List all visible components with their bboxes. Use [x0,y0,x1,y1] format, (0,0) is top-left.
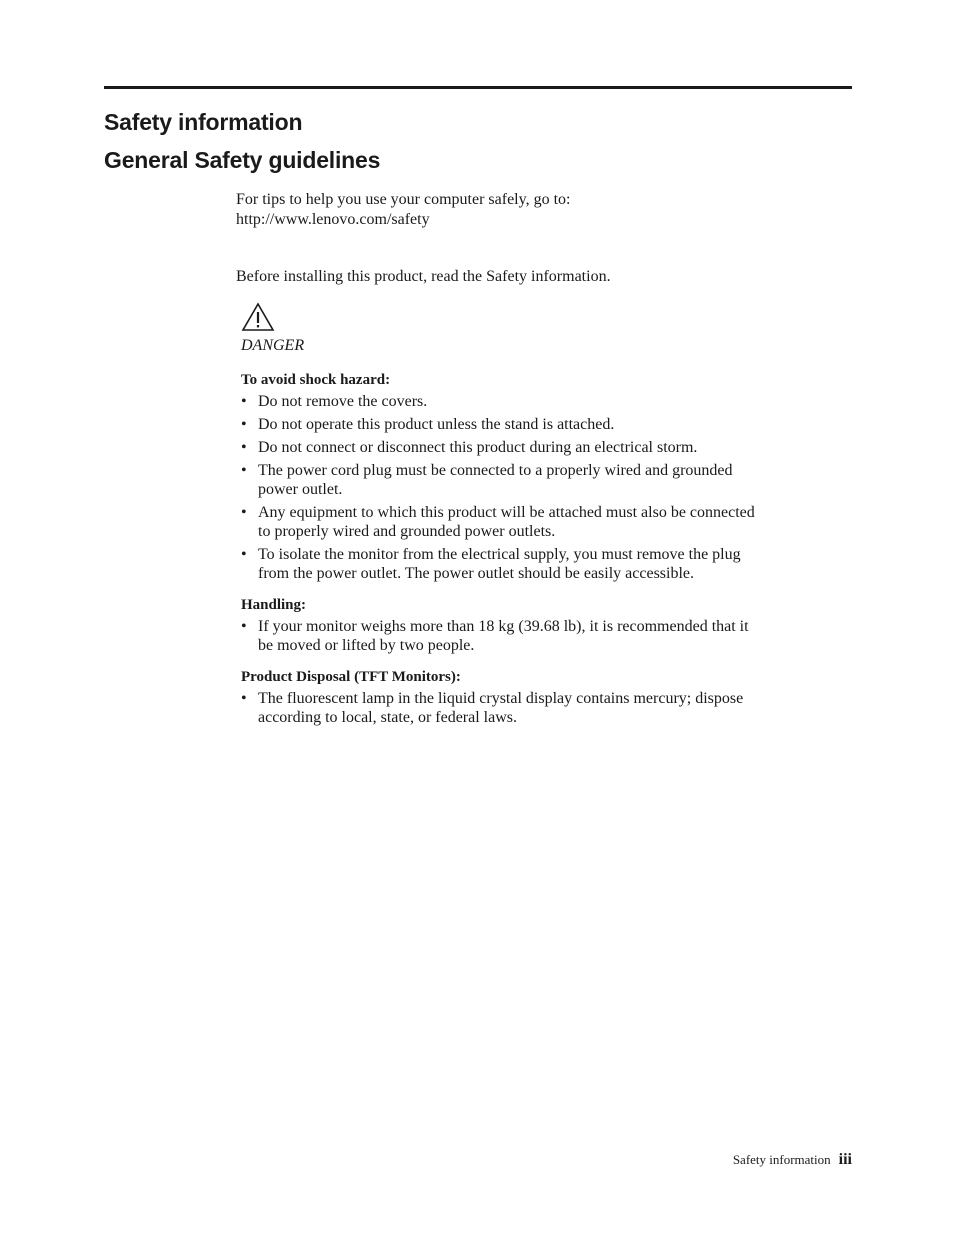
bullet-icon: • [241,416,247,433]
page-number: iii [838,1151,852,1168]
list-item: • Any equipment to which this product will be attached must also be connected to properly wired and grounded power outlets. [241,504,755,540]
bullet-icon: • [241,690,247,707]
footer-section-label: Safety information [732,1152,831,1167]
disposal-list [241,689,761,727]
list-item: • To isolate the monitor from the electrical supply, you must remove the plug from the power outlet. The power outlet should be easily accessible. [241,546,741,582]
handling-title: Handling: [241,597,307,613]
safety-url-link[interactable]: http://www.lenovo.com/safety [236,211,430,228]
install-notice: Before installing this product, read the Safety information. [236,268,611,285]
shock-hazard-title: To avoid shock hazard: [241,372,391,388]
bullet-icon: • [241,462,247,479]
shock-hazard-list [241,392,761,583]
section-title: General Safety guidelines [104,147,381,173]
bullet-icon: • [241,546,247,563]
tips-text: For tips to help you use your computer safely, go to: [236,191,571,208]
bullet-icon: • [241,618,247,635]
top-rule [104,86,852,89]
list-item: • If your monitor weighs more than 18 kg (39.68 lb), it is recommended that it be moved or lifted by two people. [241,618,749,654]
page-footer [733,1150,852,1170]
handling-list [241,617,761,655]
danger-label: DANGER [241,337,305,354]
list-item: • The fluorescent lamp in the liquid crystal display contains mercury; dispose according to local, state, or federal laws. [241,690,744,726]
list-item: • The power cord plug must be connected to a properly wired and grounded power outlet. [241,462,733,498]
bullet-icon: • [241,393,247,410]
danger-block [241,302,761,731]
page-title: Safety information [104,109,303,135]
bullet-icon: • [241,439,247,456]
list-item: • Do not remove the covers. [241,393,428,410]
bullet-icon: • [241,504,247,521]
disposal-title: Product Disposal (TFT Monitors): [241,669,461,685]
list-item: • Do not operate this product unless the stand is attached. [241,416,615,433]
list-item: • Do not connect or disconnect this product during an electrical storm. [241,439,698,456]
warning-triangle-icon [241,302,275,332]
